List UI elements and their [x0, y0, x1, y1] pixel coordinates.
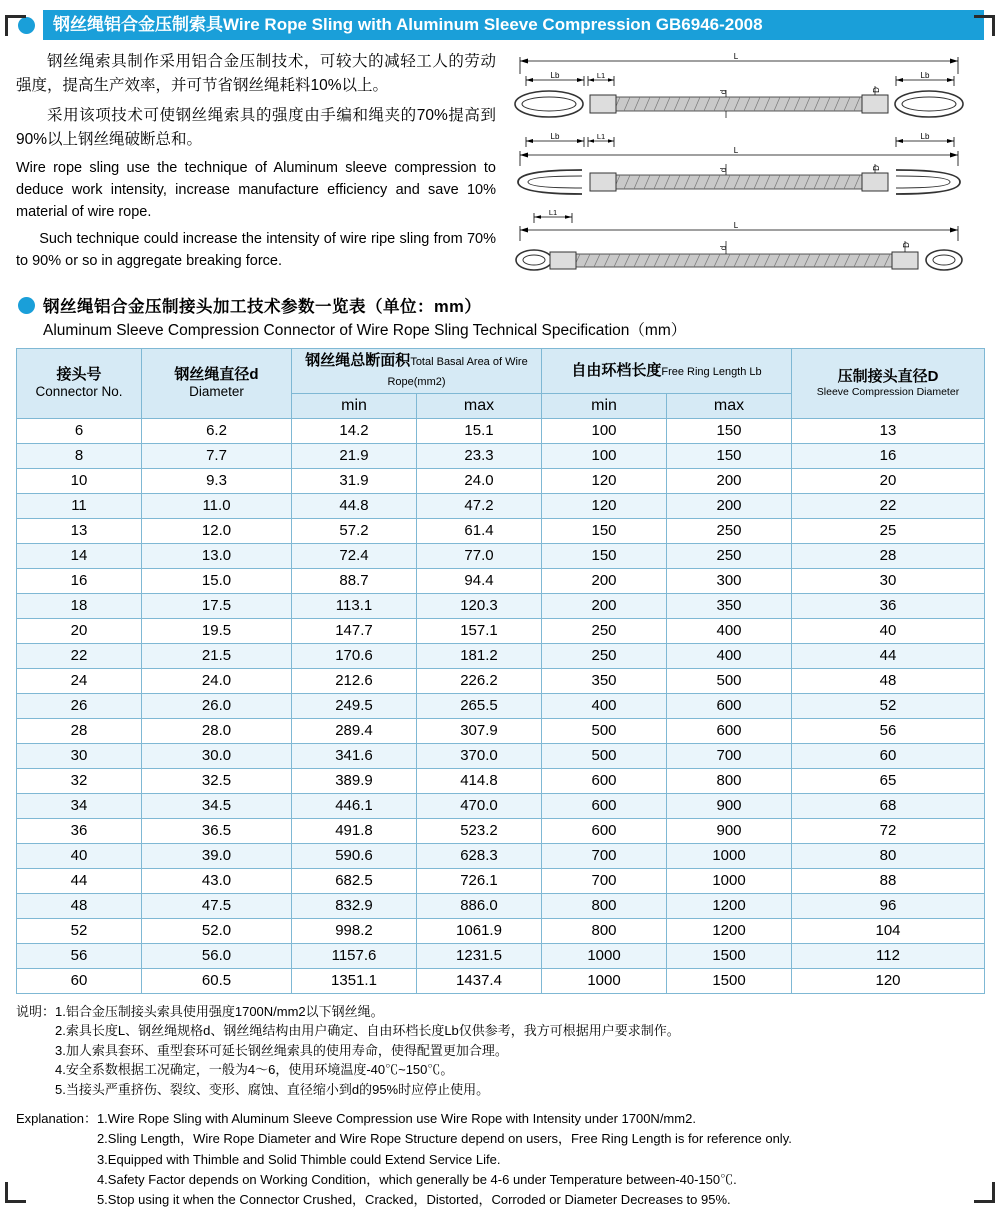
svg-text:Lb: Lb [550, 132, 560, 141]
note-line: 1.Wire Rope Sling with Aluminum Sleeve Compression use Wire Rope with Intensity under 1700N/mm2. [96, 1111, 696, 1127]
table-cell: 57.2 [292, 518, 417, 543]
table-cell: 88.7 [292, 568, 417, 593]
table-cell: 1000 [667, 868, 792, 893]
table-cell: 28 [792, 543, 985, 568]
note-line: 3.Equipped with Thimble and Solid Thimble could Extend Service Life. [96, 1151, 501, 1167]
diagram-double-thimble-eye [504, 130, 984, 198]
table-cell: 120 [792, 968, 985, 993]
table-cell: 350 [542, 668, 667, 693]
diagram-thimble-sling [504, 208, 984, 276]
table-cell: 181.2 [417, 643, 542, 668]
table-cell: 20 [792, 468, 985, 493]
diagram-double-soft-eye-svg [504, 52, 974, 130]
table-cell: 900 [667, 818, 792, 843]
col-basal-area [292, 348, 542, 393]
table-cell: 52.0 [142, 918, 292, 943]
table-cell: 1061.9 [417, 918, 542, 943]
svg-text:Lb: Lb [550, 71, 560, 80]
svg-text:L: L [733, 221, 739, 230]
table-cell: 726.1 [417, 868, 542, 893]
table-cell: 56 [792, 718, 985, 743]
corner-mark-top-right [974, 15, 995, 36]
corner-mark-top-left [5, 15, 26, 36]
table-cell: 60 [17, 968, 142, 993]
table-cell: 72 [792, 818, 985, 843]
table-cell: 200 [542, 593, 667, 618]
intro-paragraph-cn-1: 钢丝绳索具制作采用铝合金压制技术，可较大的减轻工人的劳动强度，提高生产效率，并可节省钢丝绳耗料10%以上。 [16, 53, 496, 95]
table-cell: 1500 [667, 943, 792, 968]
table-cell: 13.0 [142, 543, 292, 568]
table-cell: 600 [542, 818, 667, 843]
table-cell: 150 [667, 418, 792, 443]
table-cell: 250 [542, 643, 667, 668]
table-cell: 500 [667, 668, 792, 693]
notes-en-label: Explanation： [16, 1111, 97, 1127]
table-cell: 47.2 [417, 493, 542, 518]
table-cell: 77.0 [417, 543, 542, 568]
table-cell: 18 [17, 593, 142, 618]
table-cell: 150 [667, 443, 792, 468]
page [0, 10, 1000, 1208]
table-cell: 31.9 [292, 468, 417, 493]
table-cell: 6.2 [142, 418, 292, 443]
table-cell: 600 [542, 793, 667, 818]
table-cell: 68 [792, 793, 985, 818]
table-cell: 32.5 [142, 768, 292, 793]
table-cell: 113.1 [292, 593, 417, 618]
table-cell: 72.4 [292, 543, 417, 568]
table-cell: 1157.6 [292, 943, 417, 968]
table-row [17, 768, 985, 793]
table-cell: 60.5 [142, 968, 292, 993]
table-cell: 150 [542, 543, 667, 568]
svg-text:L: L [733, 52, 739, 61]
table-cell: 9.3 [142, 468, 292, 493]
col-free-ring-length-cn: 自由环档长度 [571, 361, 662, 379]
table-cell: 170.6 [292, 643, 417, 668]
svg-text:L1: L1 [596, 132, 606, 141]
svg-text:L1: L1 [596, 71, 606, 80]
table-cell: 52 [17, 918, 142, 943]
table-cell: 40 [792, 618, 985, 643]
col-diameter-en: Diameter [189, 384, 244, 400]
table-cell: 200 [542, 568, 667, 593]
table-cell: 1200 [667, 918, 792, 943]
col-sleeve-diameter-cn: 压制接头直径D [837, 367, 939, 385]
intro-text-block [16, 50, 496, 279]
spec-table-body [17, 418, 985, 993]
table-cell: 1500 [667, 968, 792, 993]
table-cell: 120.3 [417, 593, 542, 618]
svg-text:L: L [733, 146, 739, 155]
col-connector-no-en: Connector No. [35, 384, 123, 400]
col-free-ring-max: max [667, 393, 792, 418]
note-line: 2.Sling Length，Wire Rope Diameter and Wire Rope Structure depend on users，Free Ring Length is for reference only. [96, 1131, 792, 1147]
table-cell: 24.0 [142, 668, 292, 693]
table-cell: 265.5 [417, 693, 542, 718]
section-title [16, 293, 984, 340]
table-row [17, 443, 985, 468]
table-cell: 6 [17, 418, 142, 443]
col-connector-no-cn: 接头号 [56, 365, 102, 383]
table-cell: 20 [17, 618, 142, 643]
table-row [17, 493, 985, 518]
table-cell: 1437.4 [417, 968, 542, 993]
svg-text:d: d [719, 89, 728, 95]
table-cell: 104 [792, 918, 985, 943]
svg-text:D: D [902, 242, 911, 248]
intro-paragraph-en-2: Such technique could increase the intensity of wire ripe sling from 70% to 90% or so in aggregate breaking force. [16, 231, 496, 270]
table-cell: 249.5 [292, 693, 417, 718]
table-cell: 28.0 [142, 718, 292, 743]
table-cell: 36 [17, 818, 142, 843]
table-cell: 307.9 [417, 718, 542, 743]
col-free-ring-length [542, 348, 792, 393]
intro-paragraph-en-1: Wire rope sling use the technique of Aluminum sleeve compression to deduce work intensity, increase manufacture efficiency and save 10% material of wire rope. [16, 160, 496, 220]
notes-en-lines [97, 1109, 984, 1210]
header-title-en: Wire Rope Sling with Aluminum Sleeve Compression GB6946-2008 [223, 15, 763, 34]
table-cell: 250 [667, 518, 792, 543]
table-cell: 22 [792, 493, 985, 518]
table-cell: 250 [542, 618, 667, 643]
table-row [17, 418, 985, 443]
note-line: 3.加人索具套环、重型套环可延长钢丝绳索具的使用寿命，使得配置更加合理。 [55, 1042, 508, 1058]
table-cell: 628.3 [417, 843, 542, 868]
table-cell: 500 [542, 718, 667, 743]
table-cell: 16 [17, 568, 142, 593]
table-row [17, 718, 985, 743]
table-cell: 7.7 [142, 443, 292, 468]
svg-text:d: d [719, 167, 728, 173]
table-cell: 400 [667, 618, 792, 643]
corner-mark-bottom-right [974, 1182, 995, 1203]
table-cell: 39.0 [142, 843, 292, 868]
section-title-text [43, 293, 686, 340]
table-cell: 25 [792, 518, 985, 543]
col-basal-area-en: Total Basal Area of Wire Rope(mm2) [387, 355, 528, 388]
table-cell: 200 [667, 468, 792, 493]
table-cell: 341.6 [292, 743, 417, 768]
table-cell: 14.2 [292, 418, 417, 443]
table-cell: 491.8 [292, 818, 417, 843]
table-cell: 26.0 [142, 693, 292, 718]
table-cell: 23.3 [417, 443, 542, 468]
table-cell: 700 [542, 843, 667, 868]
table-cell: 200 [667, 493, 792, 518]
table-cell: 32 [17, 768, 142, 793]
table-cell: 1200 [667, 893, 792, 918]
note-line: 2.索具长度L、钢丝绳规格d、钢丝绳结构由用户确定、自由环档长度Lb仅供参考，我方可根据用户要求制作。 [55, 1023, 680, 1039]
table-cell: 14 [17, 543, 142, 568]
col-diameter [142, 348, 292, 418]
table-cell: 48 [792, 668, 985, 693]
table-cell: 212.6 [292, 668, 417, 693]
col-connector-no [17, 348, 142, 418]
table-cell: 900 [667, 793, 792, 818]
table-cell: 886.0 [417, 893, 542, 918]
diagram-double-soft-eye [504, 52, 984, 120]
table-cell: 52 [792, 693, 985, 718]
table-cell: 30.0 [142, 743, 292, 768]
table-row [17, 793, 985, 818]
table-row [17, 843, 985, 868]
table-cell: 300 [667, 568, 792, 593]
table-cell: 800 [542, 893, 667, 918]
note-line: 5.当接头严重挤伤、裂纹、变形、腐蚀、直径缩小到d的95%时应停止使用。 [55, 1081, 490, 1097]
note-line: 5.Stop using it when the Connector Crushed，Cracked，Distorted，Corroded or Diameter Decreases to 95%. [96, 1191, 731, 1207]
table-cell: 100 [542, 418, 667, 443]
notes-cn-lines [55, 1002, 984, 1100]
section-bullet-dot-icon [18, 297, 35, 314]
table-cell: 370.0 [417, 743, 542, 768]
table-cell: 40 [17, 843, 142, 868]
col-basal-area-max: max [417, 393, 542, 418]
svg-text:L1: L1 [548, 208, 558, 217]
col-sleeve-diameter [792, 348, 985, 418]
table-row [17, 568, 985, 593]
table-cell: 446.1 [292, 793, 417, 818]
table-cell: 44 [17, 868, 142, 893]
table-cell: 590.6 [292, 843, 417, 868]
section-title-cn: 钢丝绳铝合金压制接头加工技术参数一览表（单位：mm） [43, 297, 482, 316]
table-cell: 80 [792, 843, 985, 868]
table-cell: 10 [17, 468, 142, 493]
table-row [17, 943, 985, 968]
svg-text:D: D [872, 87, 881, 93]
table-cell: 500 [542, 743, 667, 768]
table-cell: 682.5 [292, 868, 417, 893]
notes-chinese [16, 1002, 984, 1100]
table-cell: 1000 [667, 843, 792, 868]
table-row [17, 968, 985, 993]
col-basal-area-min: min [292, 393, 417, 418]
table-cell: 100 [542, 443, 667, 468]
table-cell: 61.4 [417, 518, 542, 543]
table-cell: 15.1 [417, 418, 542, 443]
table-row [17, 743, 985, 768]
svg-text:Lb: Lb [920, 132, 930, 141]
header-title-cn: 钢丝绳铝合金压制索具 [53, 15, 223, 34]
table-cell: 1000 [542, 943, 667, 968]
col-diameter-cn: 钢丝绳直径d [174, 365, 259, 383]
diagram-thimble-sling-svg [504, 208, 974, 286]
table-cell: 1000 [542, 968, 667, 993]
section-title-en: Aluminum Sleeve Compression Connector of Wire Rope Sling Technical Specification（mm） [43, 321, 687, 339]
table-row [17, 643, 985, 668]
table-cell: 21.9 [292, 443, 417, 468]
table-cell: 700 [542, 868, 667, 893]
note-line: 1.铝合金压制接头索具使用强度1700N/mm2以下钢丝绳。 [55, 1003, 384, 1019]
table-row [17, 543, 985, 568]
table-cell: 94.4 [417, 568, 542, 593]
table-cell: 28 [17, 718, 142, 743]
table-cell: 43.0 [142, 868, 292, 893]
table-cell: 17.5 [142, 593, 292, 618]
table-cell: 1231.5 [417, 943, 542, 968]
table-cell: 56.0 [142, 943, 292, 968]
header-title-bar [43, 10, 984, 40]
table-cell: 16 [792, 443, 985, 468]
table-cell: 150 [542, 518, 667, 543]
table-cell: 22 [17, 643, 142, 668]
svg-text:d: d [719, 245, 728, 251]
table-cell: 47.5 [142, 893, 292, 918]
diagram-column [504, 50, 984, 279]
table-row [17, 693, 985, 718]
col-free-ring-min: min [542, 393, 667, 418]
spec-table [16, 348, 985, 994]
table-cell: 30 [792, 568, 985, 593]
table-cell: 48 [17, 893, 142, 918]
table-cell: 13 [792, 418, 985, 443]
table-cell: 30 [17, 743, 142, 768]
table-cell: 120 [542, 468, 667, 493]
table-cell: 289.4 [292, 718, 417, 743]
table-cell: 36 [792, 593, 985, 618]
table-cell: 250 [667, 543, 792, 568]
table-cell: 600 [667, 693, 792, 718]
table-cell: 65 [792, 768, 985, 793]
table-cell: 147.7 [292, 618, 417, 643]
table-row [17, 893, 985, 918]
table-cell: 8 [17, 443, 142, 468]
table-cell: 34.5 [142, 793, 292, 818]
table-row [17, 818, 985, 843]
table-cell: 1351.1 [292, 968, 417, 993]
spec-table-head [17, 348, 985, 418]
table-cell: 700 [667, 743, 792, 768]
table-cell: 34 [17, 793, 142, 818]
notes-english [16, 1109, 984, 1210]
page-header [16, 10, 984, 40]
table-cell: 389.9 [292, 768, 417, 793]
col-basal-area-cn: 钢丝绳总断面积 [305, 351, 411, 369]
table-cell: 414.8 [417, 768, 542, 793]
table-cell: 19.5 [142, 618, 292, 643]
table-cell: 96 [792, 893, 985, 918]
table-cell: 800 [667, 768, 792, 793]
table-cell: 15.0 [142, 568, 292, 593]
table-cell: 11.0 [142, 493, 292, 518]
table-cell: 44 [792, 643, 985, 668]
table-cell: 56 [17, 943, 142, 968]
table-cell: 600 [667, 718, 792, 743]
notes-cn-label: 说明： [16, 1003, 56, 1019]
table-cell: 112 [792, 943, 985, 968]
table-cell: 800 [542, 918, 667, 943]
table-cell: 26 [17, 693, 142, 718]
table-row [17, 918, 985, 943]
table-row [17, 618, 985, 643]
svg-text:D: D [872, 165, 881, 171]
table-cell: 600 [542, 768, 667, 793]
table-cell: 157.1 [417, 618, 542, 643]
table-cell: 88 [792, 868, 985, 893]
table-cell: 60 [792, 743, 985, 768]
table-header-row-1 [17, 348, 985, 393]
corner-mark-bottom-left [5, 1182, 26, 1203]
table-row [17, 668, 985, 693]
note-line: 4.Safety Factor depends on Working Condition，which generally be 4-6 under Temperature between-40-150℃. [96, 1171, 737, 1187]
svg-text:Lb: Lb [920, 71, 930, 80]
table-row [17, 468, 985, 493]
note-line: 4.安全系数根据工况确定，一般为4～6，使用环境温度-40℃~150℃。 [55, 1062, 454, 1078]
table-cell: 36.5 [142, 818, 292, 843]
table-cell: 24 [17, 668, 142, 693]
table-row [17, 593, 985, 618]
table-row [17, 518, 985, 543]
table-cell: 226.2 [417, 668, 542, 693]
col-sleeve-diameter-en: Sleeve Compression Diameter [816, 386, 960, 399]
table-cell: 120 [542, 493, 667, 518]
table-cell: 400 [542, 693, 667, 718]
diagram-double-thimble-eye-svg [504, 130, 974, 208]
table-cell: 12.0 [142, 518, 292, 543]
intro-section [16, 50, 984, 279]
col-free-ring-length-en: Free Ring Length Lb [661, 365, 762, 378]
table-cell: 832.9 [292, 893, 417, 918]
table-cell: 11 [17, 493, 142, 518]
table-cell: 44.8 [292, 493, 417, 518]
table-cell: 523.2 [417, 818, 542, 843]
table-row [17, 868, 985, 893]
table-cell: 24.0 [417, 468, 542, 493]
table-cell: 13 [17, 518, 142, 543]
intro-paragraph-cn-2: 采用该项技术可使钢丝绳索具的强度由手编和绳夹的70%提高到90%以上钢丝绳破断总和。 [16, 107, 496, 149]
table-cell: 350 [667, 593, 792, 618]
table-cell: 21.5 [142, 643, 292, 668]
table-cell: 998.2 [292, 918, 417, 943]
table-cell: 400 [667, 643, 792, 668]
table-cell: 470.0 [417, 793, 542, 818]
